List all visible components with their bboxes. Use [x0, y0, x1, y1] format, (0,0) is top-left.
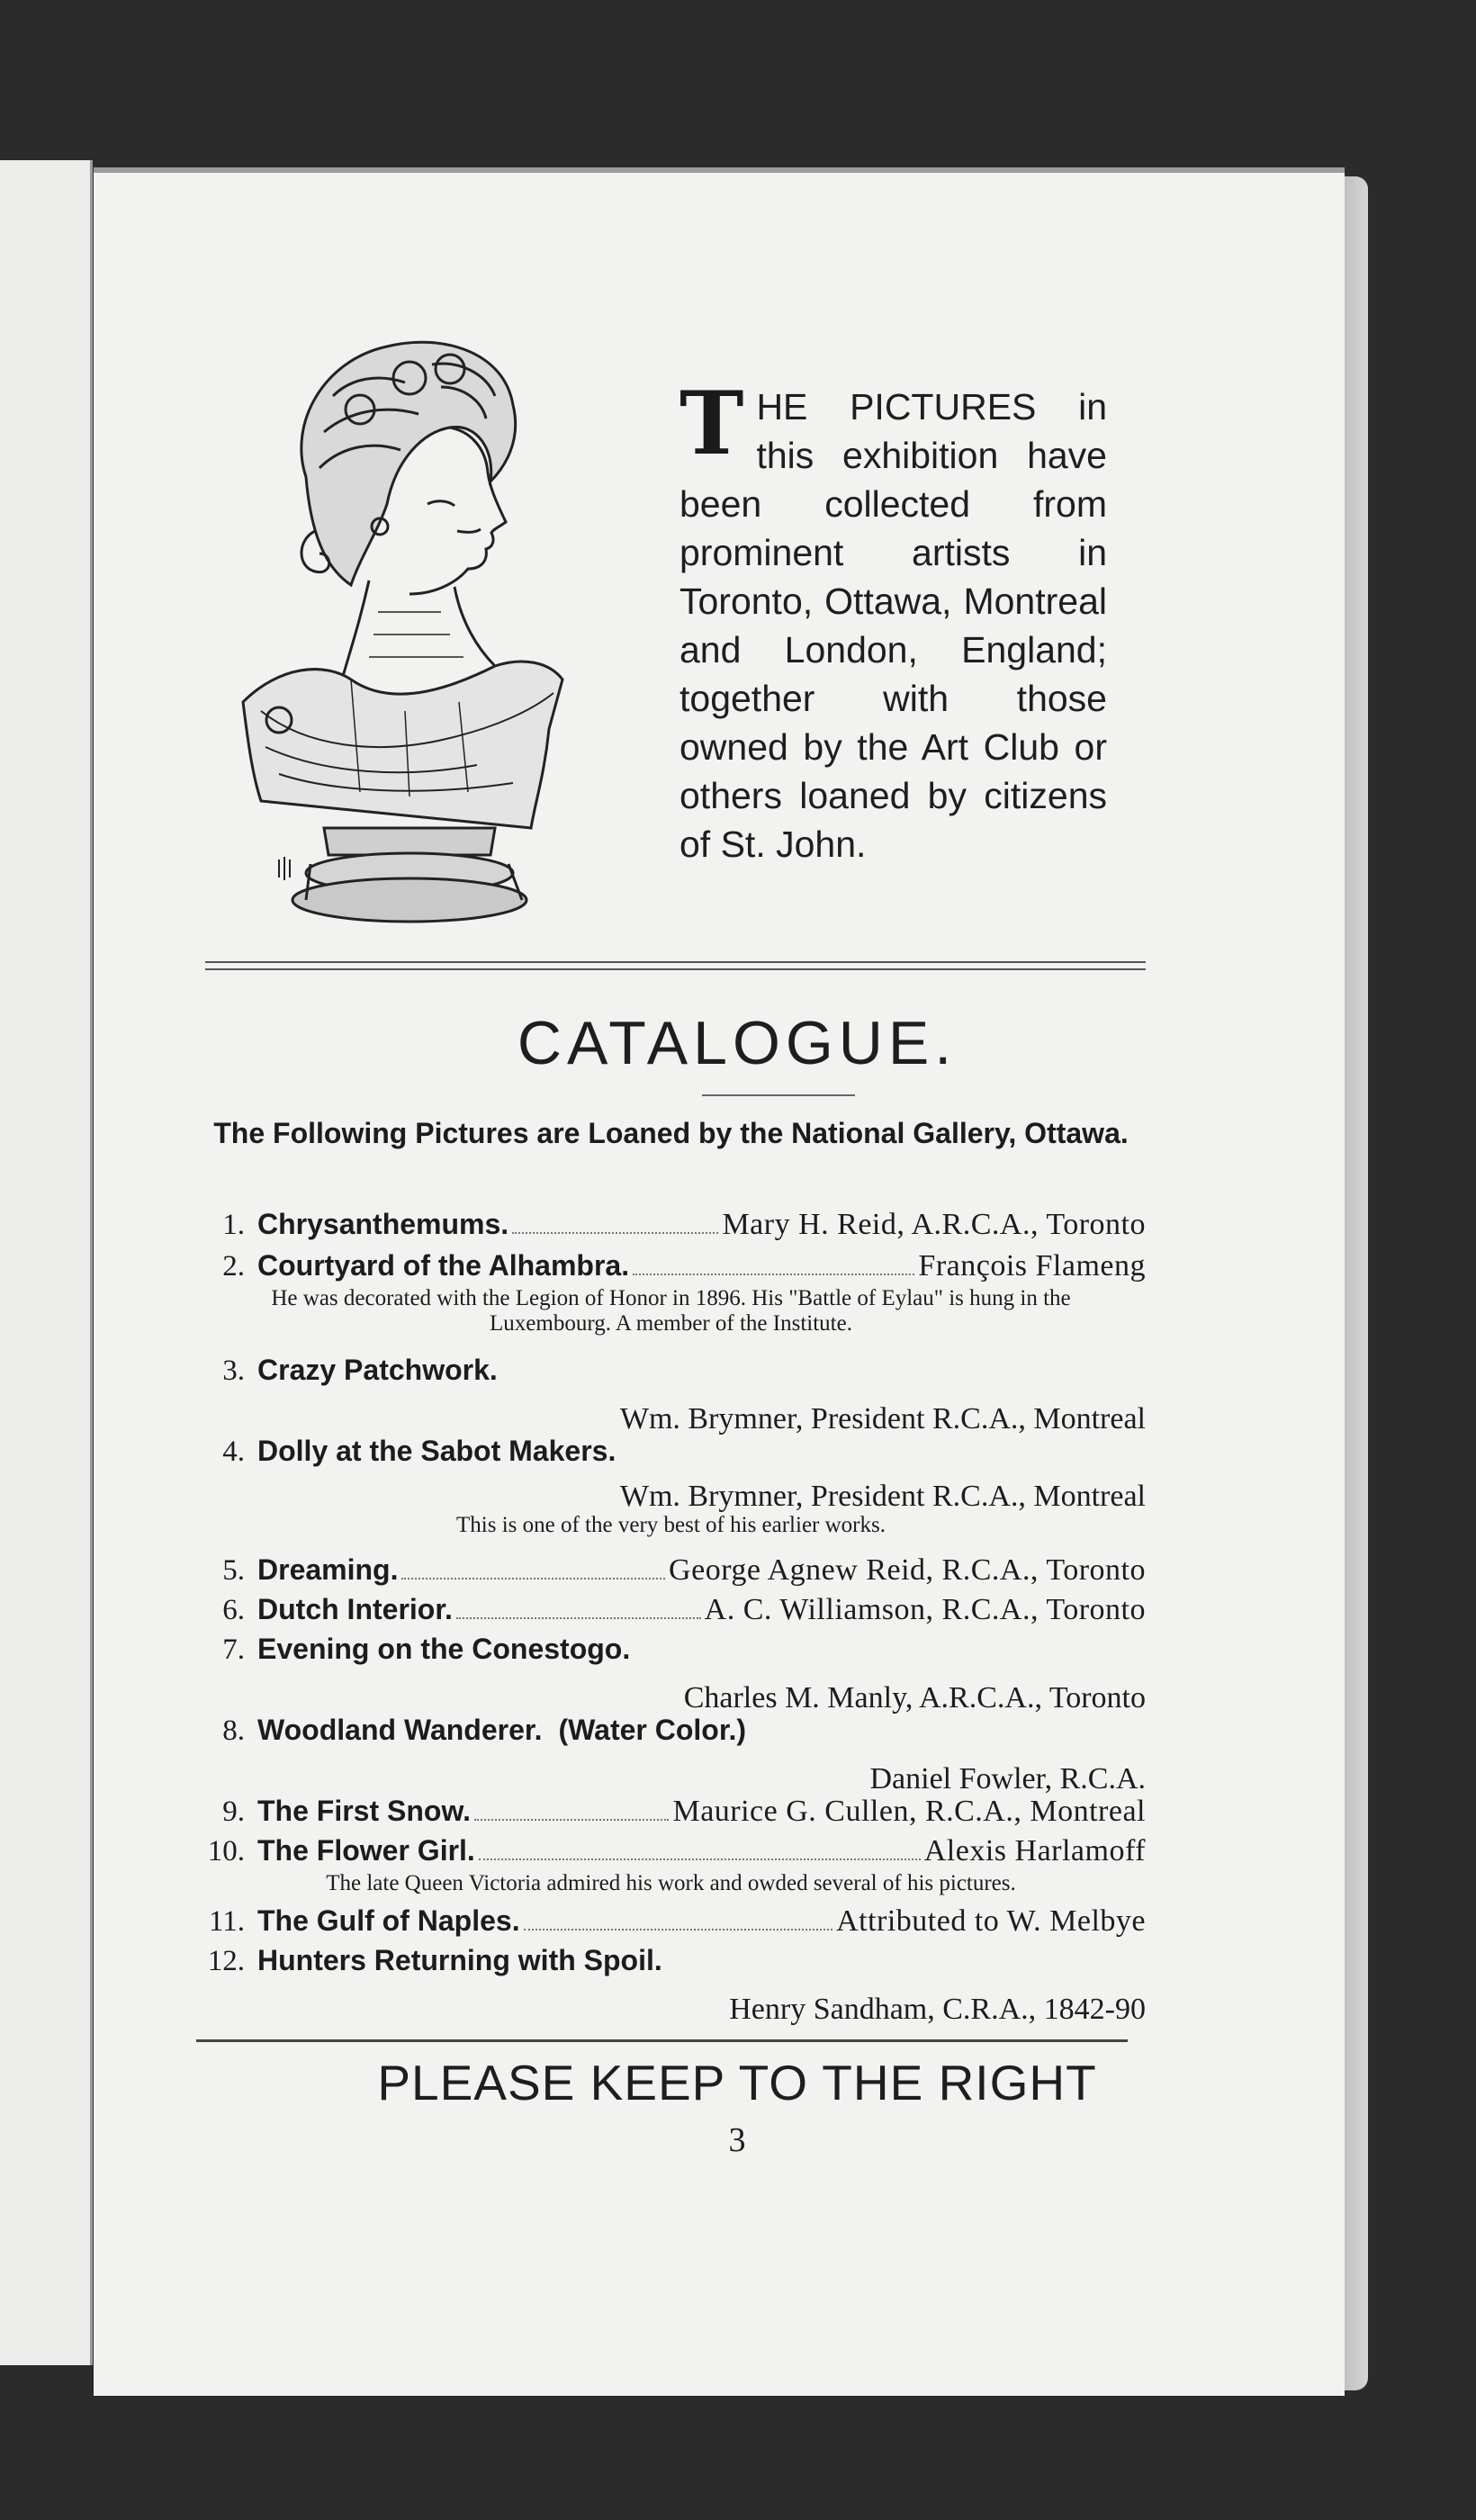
entry-title: Crazy Patchwork.: [257, 1354, 498, 1386]
catalogue-subtitle: The Following Pictures are Loaned by the National Gallery, Ottawa.: [213, 1117, 1129, 1149]
catalogue-entry-12: [196, 1940, 1146, 2030]
footer-notice: PLEASE KEEP TO THE RIGHT: [377, 2055, 1097, 2110]
catalogue-entry-2: [196, 1246, 1146, 1336]
leader-dots: [456, 1617, 701, 1619]
leader-dots: [524, 1929, 833, 1930]
entry-artist: A. C. Williamson, R.C.A., Toronto: [704, 1593, 1146, 1626]
entry-note: The late Queen Victoria admired his work and owded several of his pictures.: [326, 1871, 1016, 1895]
catalogue-entry-6: [196, 1589, 1146, 1630]
entry-title: Evening on the Conestogo.: [257, 1633, 631, 1665]
entry-number: 4.: [222, 1436, 245, 1468]
entry-artist: Mary H. Reid, A.R.C.A., Toronto: [722, 1208, 1146, 1241]
catalogue-entry-1: [196, 1204, 1146, 1245]
entry-number: 9.: [222, 1796, 245, 1828]
entry-title: The First Snow.: [257, 1795, 472, 1827]
entry-title: Dolly at the Sabot Makers.: [257, 1435, 616, 1467]
entry-number: 3.: [222, 1354, 245, 1387]
entry-note: This is one of the very best of his earlier works.: [456, 1513, 886, 1537]
entry-artist: Attributed to W. Melbye: [836, 1904, 1146, 1938]
page-number: 3: [728, 2121, 746, 2159]
entry-artist: Charles M. Manly, A.R.C.A., Toronto: [683, 1681, 1146, 1714]
catalogue-entry-5: [196, 1550, 1146, 1590]
entry-number: 7.: [222, 1634, 245, 1666]
entry-title: Chrysanthemums.: [257, 1208, 509, 1240]
title-underline: [702, 1094, 855, 1096]
entry-number: 5.: [222, 1554, 245, 1587]
entry-number: 8.: [222, 1714, 245, 1747]
catalogue-entry-11: [196, 1901, 1146, 1941]
entry-title: Dutch Interior.: [257, 1593, 453, 1625]
catalogue-title: CATALOGUE.: [517, 1009, 958, 1077]
entry-note: He was decorated with the Legion of Honor in 1896. His "Battle of Eylau" is hung in the Luxembourg. A member of the Institute.: [271, 1286, 1071, 1336]
entry-number: 12.: [207, 1945, 245, 1977]
entry-artist: Maurice G. Cullen, R.C.A., Montreal: [672, 1795, 1146, 1828]
entry-title: Dreaming.: [257, 1553, 399, 1586]
entry-artist: François Flameng: [918, 1249, 1146, 1282]
entry-title: Hunters Returning with Spoil.: [257, 1944, 662, 1976]
section-divider: [205, 961, 1146, 970]
entry-number: 6.: [222, 1594, 245, 1626]
intro-text: HE PICTURES in this exhibition have been collected from prominent artists in Toronto, Ottawa, Montreal and London, England; together with those owned by the Art Club or others loaned by citizens of St. John.: [680, 386, 1107, 865]
entry-number: 2.: [222, 1250, 245, 1282]
entry-title: The Flower Girl.: [257, 1834, 475, 1867]
leader-dots: [401, 1578, 665, 1580]
catalogue-entry-3: [196, 1350, 1146, 1439]
catalogue-entry-4: [196, 1431, 1146, 1538]
intro-dropcap: T: [680, 373, 744, 474]
entry-number: 10.: [207, 1835, 245, 1868]
catalogue-entry-10: [196, 1831, 1146, 1896]
leader-dots: [633, 1274, 914, 1275]
entry-artist: Wm. Brymner, President R.C.A., Montreal: [619, 1480, 1146, 1513]
classical-bust-illustration: [225, 324, 612, 936]
leader-dots: [512, 1232, 718, 1234]
catalogue-entry-7: [196, 1629, 1146, 1718]
left-page-edge: [0, 160, 93, 2365]
entry-artist: Alexis Harlamoff: [923, 1834, 1146, 1868]
entry-title: Courtyard of the Alhambra.: [257, 1249, 630, 1282]
intro-paragraph: [680, 373, 1107, 868]
entry-artist: Daniel Fowler, R.C.A.: [869, 1762, 1146, 1796]
entry-medium: (Water Color.): [558, 1714, 747, 1746]
entry-title: Woodland Wanderer.: [257, 1714, 543, 1746]
catalogue-entry-9: [196, 1791, 1146, 1832]
catalogue-entry-8: [196, 1710, 1146, 1799]
entry-artist: Wm. Brymner, President R.C.A., Montreal: [619, 1402, 1146, 1436]
entry-title: The Gulf of Naples.: [257, 1904, 520, 1937]
entry-artist: George Agnew Reid, R.C.A., Toronto: [669, 1553, 1146, 1587]
leader-dots: [479, 1858, 921, 1860]
footer-divider: [196, 2039, 1128, 2042]
entry-number: 1.: [222, 1209, 245, 1241]
leader-dots: [474, 1819, 669, 1821]
entry-artist: Henry Sandham, C.R.A., 1842-90: [729, 1993, 1146, 2026]
entry-number: 11.: [208, 1905, 245, 1938]
